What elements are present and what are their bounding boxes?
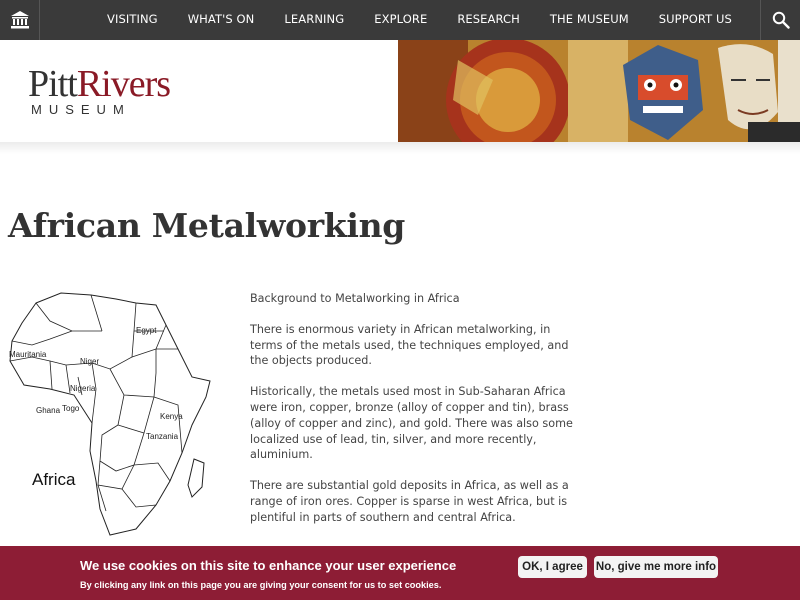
article-body [250, 291, 582, 541]
map-caption: Africa [32, 470, 76, 489]
map-label-togo: Togo [62, 404, 80, 413]
main-menu [92, 0, 747, 40]
africa-map [6, 285, 216, 540]
map-label-kenya: Kenya [160, 412, 183, 421]
logo-wordmark [28, 62, 170, 106]
map-label-niger: Niger [80, 357, 100, 366]
search-button[interactable] [760, 0, 800, 40]
home-button[interactable] [0, 0, 40, 40]
map-label-ghana: Ghana [36, 406, 61, 415]
nav-item-explore[interactable]: EXPLORE [374, 12, 428, 26]
cookie-title: We use cookies on this site to enhance your user experience [80, 558, 457, 573]
header-banner-image [398, 40, 800, 142]
museum-building-icon [10, 10, 30, 30]
nav-item-visiting[interactable]: VISITING [107, 12, 158, 26]
cookie-more-info-button[interactable]: No, give me more info [594, 556, 718, 578]
pitt-rivers-logo[interactable] [28, 62, 203, 122]
paragraph: Historically, the metals used most in Sub-Saharan Africa were iron, copper, bronze (alloy of copper and tin), brass (alloy of copper and zinc), and gold. There was also some localized use of lead, tin, silver, and more recently, aluminium. [250, 385, 573, 462]
nav-item-learning[interactable]: LEARNING [284, 12, 345, 26]
nav-item-support-us[interactable]: SUPPORT US [658, 12, 732, 26]
logo-museum: MUSEUM [31, 102, 131, 117]
logo-rivers: Rivers [76, 63, 171, 105]
site-header [0, 40, 800, 142]
map-label-tanzania: Tanzania [146, 432, 179, 441]
header-shadow [0, 142, 800, 154]
search-icon [772, 11, 790, 29]
paragraph: There is enormous variety in African metalworking, in terms of the metals used, the techniques employed, and the objects produced. [250, 322, 569, 368]
paragraph: There are substantial gold deposits in Africa, as well as a range of iron ores. Copper is sparse in west Africa, but is plentiful in parts of southern and central Africa. [250, 479, 569, 524]
nav-item-research[interactable]: RESEARCH [457, 12, 520, 26]
nav-item-the-museum[interactable]: THE MUSEUM [549, 12, 629, 26]
cookie-banner [0, 546, 800, 600]
map-label-egypt: Egypt [136, 326, 157, 335]
map-label-nigeria: Nigeria [70, 384, 96, 393]
cookie-agree-button[interactable]: OK, I agree [518, 556, 587, 578]
logo-pitt: Pitt [28, 63, 77, 105]
section-heading: Background to Metalworking in Africa [250, 292, 460, 305]
cookie-subtitle: By clicking any link on this page you are giving your consent for us to set cookies. [80, 580, 442, 590]
nav-item-whats-on[interactable]: WHAT'S ON [187, 12, 255, 26]
page-title: African Metalworking [8, 206, 406, 245]
map-label-mauritania: Mauritania [9, 350, 47, 359]
top-navigation [0, 0, 800, 40]
